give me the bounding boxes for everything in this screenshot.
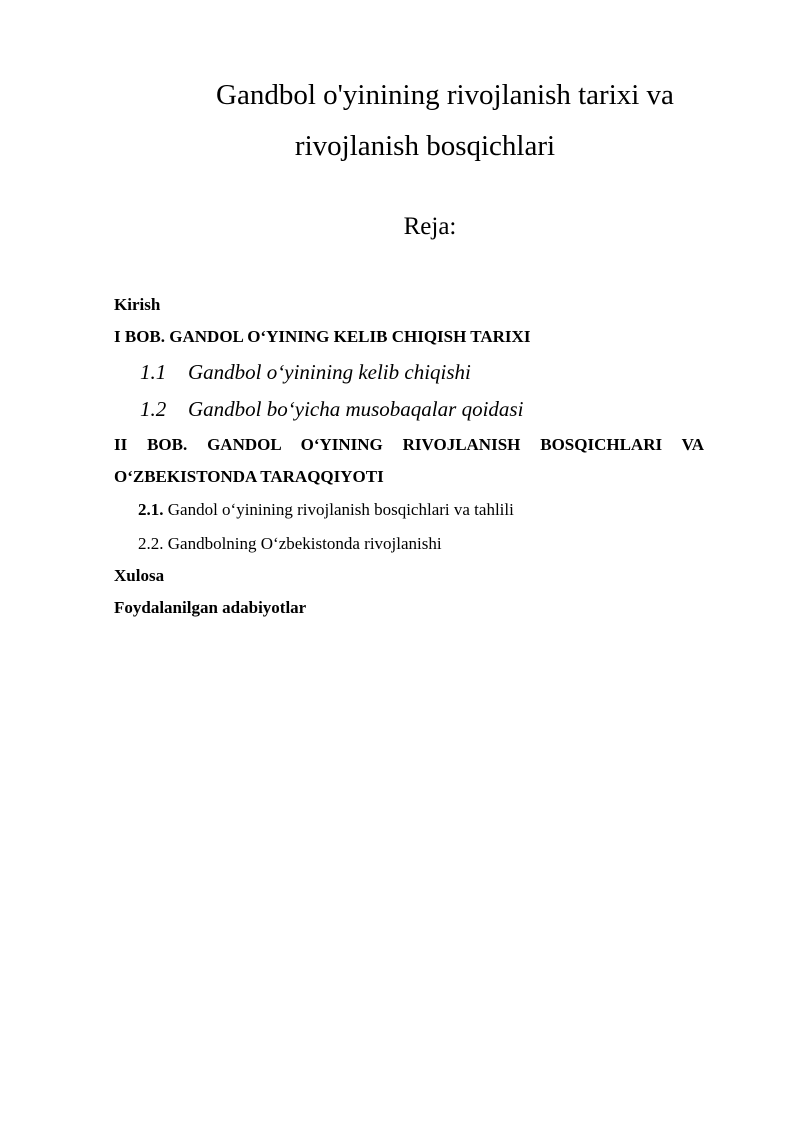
toc-section-number: 1.1 — [140, 360, 167, 384]
toc-section-title: Gandbol o‘yinining kelib chiqishi — [188, 360, 471, 384]
plan-heading: Reja: — [403, 213, 457, 240]
toc-section-title: Gandol o‘yinining rivojlanish bosqichlari va tahlili — [167, 500, 514, 519]
toc-chapter-2-title-line-1: II BOB. GANDOL O‘YINING RIVOJLANISH BOSQICHLARI VA — [114, 435, 704, 454]
toc-section-1-2 — [140, 396, 523, 422]
toc-conclusion: Xulosa — [114, 566, 165, 585]
toc-chapter-1-title: I BOB. GANDOL O‘YINING KELIB CHIQISH TARIXI — [114, 327, 531, 346]
toc-section-title: Gandbolning O‘zbekistonda rivojlanishi — [167, 534, 442, 553]
document-title-line-2: rivojlanish bosqichlari — [294, 130, 556, 162]
toc-section-2-1 — [138, 499, 514, 521]
toc-section-number: 2.2. — [138, 534, 164, 553]
toc-section-1-1 — [140, 359, 471, 385]
toc-section-number: 2.1. — [138, 500, 164, 519]
document-title-line-1: Gandbol o'yinining rivojlanish tarixi va — [216, 79, 674, 111]
toc-section-2-2 — [138, 533, 442, 555]
toc-section-title: Gandbol bo‘yicha musobaqalar qoidasi — [188, 397, 524, 421]
toc-intro: Kirish — [114, 295, 161, 314]
toc-section-number: 1.2 — [140, 397, 167, 421]
toc-chapter-2-title-line-2: O‘ZBEKISTONDA TARAQQIYOTI — [114, 467, 384, 486]
toc-references: Foydalanilgan adabiyotlar — [114, 598, 307, 617]
